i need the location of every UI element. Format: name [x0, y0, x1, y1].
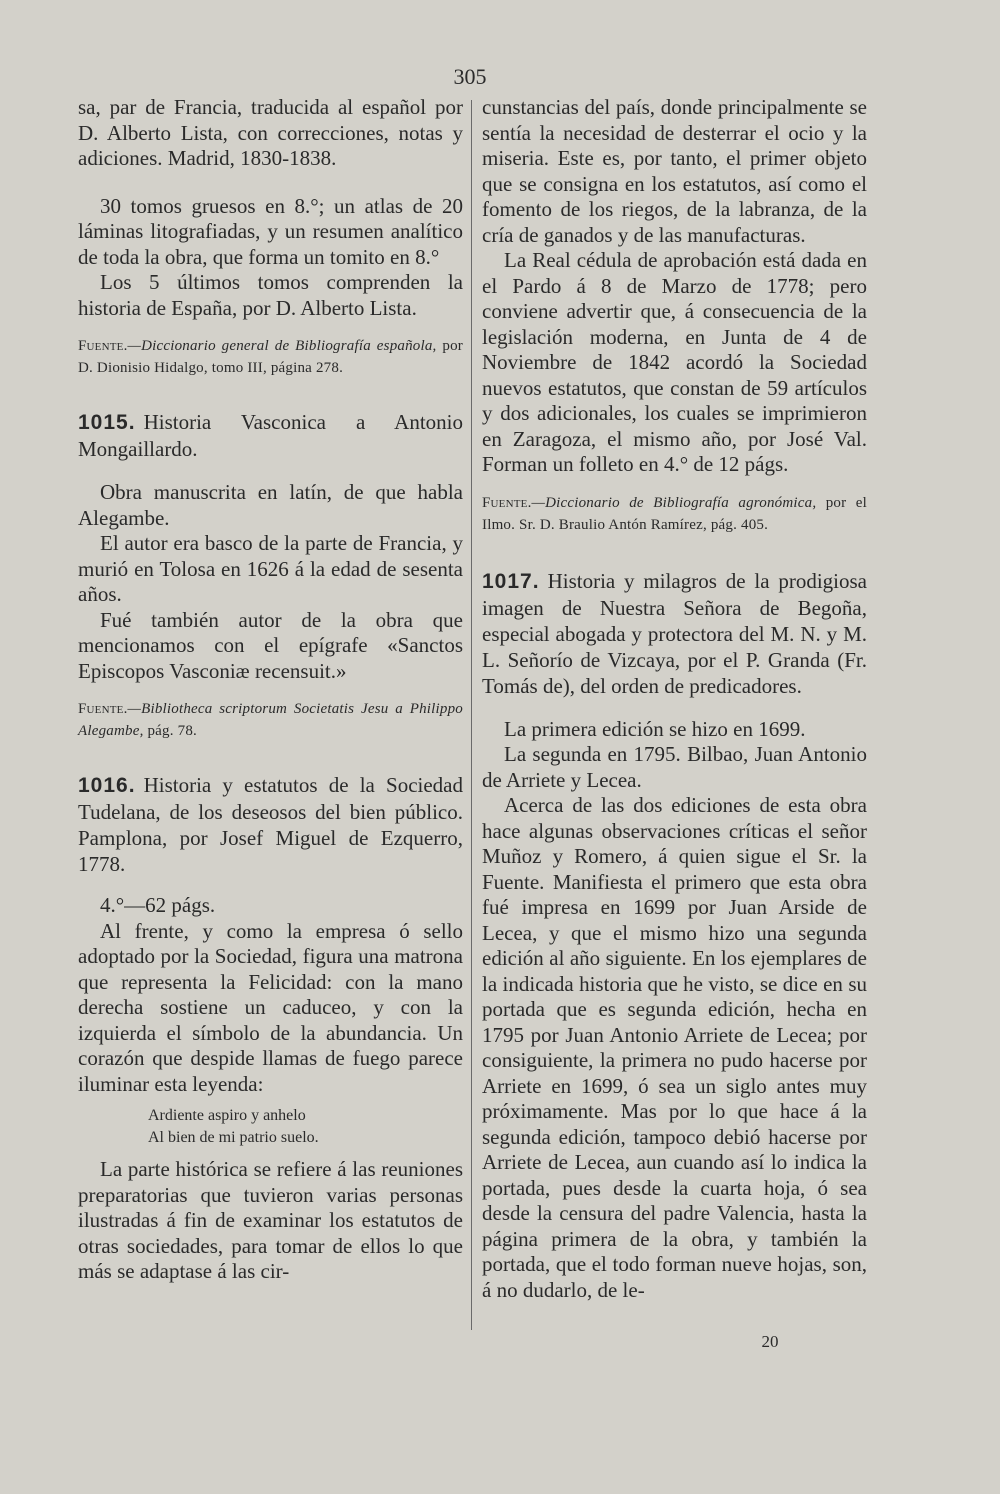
source-detail: pág. 78.: [143, 723, 197, 739]
verse-line: Al bien de mi patrio suelo.: [148, 1129, 319, 1146]
paragraph: Al frente, y como la empresa ó sello adoptado por la Sociedad, figura una matrona que representa la Felicidad: con la mano derecha sostiene un caduceo, y con la izquierda el símbolo de la abundancia. Un corazón que despide llamas de fuego parece iluminar esta leyenda:: [78, 918, 463, 1096]
source-label: Fuente.: [78, 338, 128, 354]
paragraph: sa, par de Francia, traducida al español por D. Alberto Lista, con correcciones, notas y adiciones. Madrid, 1830-1838.: [78, 95, 463, 170]
source-note: [482, 492, 867, 536]
paragraph: El autor era basco de la parte de Francia, y murió en Tolosa en 1626 á la edad de sesenta años.: [78, 531, 463, 606]
page-number: 305: [453, 64, 487, 89]
verse-line: Ardiente aspiro y anhelo: [148, 1107, 306, 1124]
paragraph: cunstancias del país, donde principalmente se sentía la necesidad de desterrar el ocio y la miseria. Este es, por tanto, el primer objeto que se consigna en los estatutos, así como el fomento de los riegos, de la labranza, de la cría de ganados y de las manufacturas.: [482, 95, 867, 247]
entry-number: 1015.: [78, 411, 136, 434]
column-divider: [471, 100, 472, 1330]
entry-1015: [78, 409, 463, 462]
source-detail: por el Ilmo. Sr. D. Braulio Antón Ramírez, pág. 405.: [482, 494, 867, 533]
source-label: Fuente.: [482, 494, 532, 511]
paragraph: Obra manuscrita en latín, de que habla Alegambe.: [78, 480, 463, 530]
entry-1017: [482, 568, 867, 699]
entry-1016: [78, 772, 463, 877]
left-column: [78, 95, 463, 1285]
source-note: [78, 698, 463, 742]
entry-title: Historia Vasconica a Antonio Mongaillardo.: [78, 410, 463, 461]
verse: [148, 1105, 463, 1149]
entry-number: 1016.: [78, 774, 136, 797]
source-detail: por D. Dionisio Hidalgo, tomo III, página 278.: [78, 338, 463, 376]
signature-number: 20: [761, 1332, 779, 1351]
paragraph: La segunda en 1795. Bilbao, Juan Antonio de Arriete y Lecea.: [482, 742, 867, 792]
source-title: —Diccionario de Bibliografía agronómica,: [531, 494, 817, 511]
paragraph: La Real cédula de aprobación está dada en el Pardo á 8 de Marzo de 1778; pero conviene advertir que, á consecuencia de la legislación moderna, en Junta de 4 de Noviembre de 1842 acordó la Sociedad nuevos estatutos, que constan de 59 artículos y dos adicionales, los cuales se imprimieron en Zaragoza, el mismo año, por José Val. Forman un folleto en 4.° de 12 págs.: [482, 248, 867, 476]
paragraph: 30 tomos gruesos en 8.°; un atlas de 20 láminas litografiadas, y un resumen analítico de toda la obra, que forma un tomito en 8.°: [78, 193, 463, 269]
entry-title: Historia y milagros de la prodigiosa imagen de Nuestra Señora de Begoña, especial abogada y protectora del M. N. y M. L. Señorío de Vizcaya, por el P. Granda (Fr. Tomás de), del orden de predicadores.: [482, 568, 867, 698]
source-title: —Bibliotheca scriptorum Societatis Jesu a Philippo Alegambe,: [78, 701, 463, 739]
entry-number: 1017.: [482, 569, 540, 593]
paragraph: La primera edición se hizo en 1699.: [504, 716, 806, 741]
entry-title: Historia y estatutos de la Sociedad Tudelana, de los deseosos del bien público. Pamplona, por Josef Miguel de Ezquerro, 1778.: [78, 773, 463, 876]
source-title: —Diccionario general de Bibliografía española,: [127, 338, 437, 354]
paragraph: Los 5 últimos tomos comprenden la historia de España, por D. Alberto Lista.: [78, 270, 463, 320]
right-column: [482, 95, 867, 1303]
paragraph: La parte histórica se refiere á las reuniones preparatorias que tuvieron varias personas ilustradas á fin de examinar los estatutos de otras sociedades, para tomar de ellos lo que más se adaptase á las cir-: [78, 1157, 463, 1283]
source-label: Fuente.: [78, 701, 128, 717]
source-note: [78, 335, 463, 379]
paragraph: Acerca de las dos ediciones de esta obra hace algunas observaciones críticas el señor Muñoz y Romero, á quien sigue el Sr. la Fuente. Manifiesta el primero que esta obra fué impresa en 1699 por Juan Arside de Lecea, y que el mismo hizo una segunda edición al año siguiente. En los ejemplares de la indicada historia que he visto, se dice en su portada que es segunda edición, hecha en 1795 por Juan Antonio Arriete de Lecea; por consiguiente, la primera no pudo hacerse por Arriete en 1699, ó sea un siglo antes muy próximamente. Mas por lo que hace á la segunda edición, tampoco debió hacerse por Arriete de Lecea, aun cuando así lo indica la portada, pues desde la cuarta hoja, ó sea desde la censura del padre Valencia, hasta la página primera de la obra, y también la portada, que el todo forman nueve hojas, son, á no dudarlo, de le-: [482, 793, 867, 1302]
paragraph: 4.°—62 págs.: [100, 893, 216, 917]
paragraph: Fué también autor de la obra que mencionamos con el epígrafe «Sanctos Episcopos Vasconiæ recensuit.»: [78, 607, 463, 683]
